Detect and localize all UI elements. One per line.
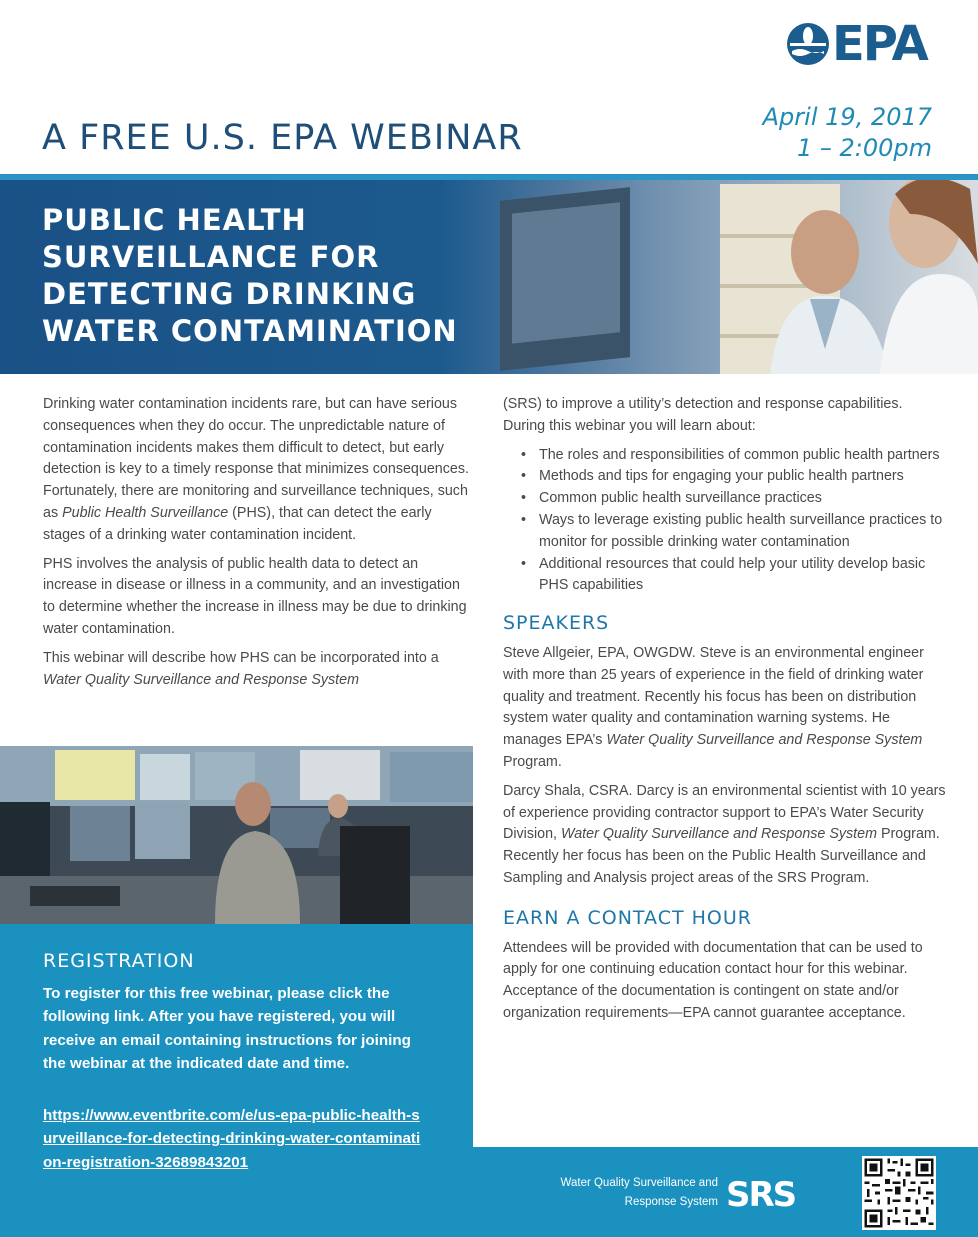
registration-heading: REGISTRATION (43, 950, 195, 972)
bullet: • (521, 446, 527, 463)
epa-logo-text: EPA (832, 16, 927, 72)
bullet: • (521, 490, 527, 507)
qr-code-icon[interactable] (862, 1156, 936, 1230)
intro-paragraph-3 (43, 648, 473, 692)
intro-column (43, 394, 473, 698)
hero-top-accent (0, 174, 978, 180)
speaker-1-text-end: Program. (503, 753, 562, 770)
speaker-1-bio (503, 643, 948, 774)
hero-title: PUBLIC HEALTH SURVEILLANCE FOR DETECTING DRINKING WATER CONTAMINATION (42, 203, 458, 348)
epa-logo (786, 16, 927, 72)
srs-logo (726, 1172, 796, 1212)
epa-flower-icon (786, 22, 830, 66)
contact-hour-text: Attendees will be provided with documentation that can be used to apply for one continuing education contact hour for this webinar. Acceptance of the documentation is contingent on state and/or organization requirements—EPA cannot guarantee acceptance. (503, 939, 923, 1021)
bullet: • (521, 511, 527, 528)
srs-label-line-1: Water Quality Surveillance and (560, 1177, 718, 1189)
topic-text: Ways to leverage existing public health surveillance practices to monitor for possible drinking water contamination (539, 511, 943, 550)
topic-text: Methods and tips for engaging your public health partners (539, 468, 904, 485)
bullet: • (521, 468, 527, 485)
intro-paragraph-1 (43, 394, 473, 547)
intro-p3-text: This webinar will describe how PHS can be incorporated into a (43, 649, 439, 666)
list-item (521, 488, 948, 510)
event-time: 1 – 2:00pm (796, 134, 932, 162)
intro-p1-text: Drinking water contamination incidents rare, but can have serious consequences when they do occur. The unpredictable nature of contamination incidents makes them difficult to detect, but early detection is key to a timely response that minimizes consequences. Fortunately, there are monitoring and surveillance techniques, such as (43, 396, 469, 521)
event-date: April 19, 2017 (762, 103, 932, 131)
speaker-2-bio (503, 781, 948, 890)
speaker-2-em: Water Quality Surveillance and Response System (561, 826, 878, 843)
topic-text: The roles and responsibilities of common public health partners (539, 446, 940, 463)
intro-p3-em: Water Quality Surveillance and Response System (43, 671, 360, 688)
intro-paragraph-2: PHS involves the analysis of public health data to detect an increase in disease or illness in a community, and an investigation to determine whether the increase in illness may be due to drinking water contamination. (43, 555, 467, 637)
list-item (521, 554, 948, 598)
lab-scientists-photo (470, 174, 978, 374)
control-room-photo (0, 746, 473, 924)
speaker-2-text-end: Program. Recently her focus has been on the Public Health Surveillance and Sampling and Analysis project areas of the SRS Program. (503, 826, 940, 886)
topic-text: Additional resources that could help your utility develop basic PHS capabilities (539, 555, 926, 594)
speaker-1-text: Steve Allgeier, EPA, OWGDW. Steve is an environmental engineer with more than 25 years of experience in the field of drinking water quality and treatment. Recently his focus has been on distribution system water quality and contamination warning systems. He manages EPA’s (503, 644, 924, 749)
registration-text: To register for this free webinar, please click the following link. After you have registered, you will receive an email containing instructions for joining the webinar at the indicated date and time. (43, 985, 411, 1073)
list-item (521, 510, 948, 554)
registration-panel (0, 924, 473, 1237)
intro-paragraph-3-continued: (SRS) to improve a utility’s detection and response capabilities. During this webinar you will learn about: (503, 396, 903, 434)
registration-link[interactable]: https://www.eventbrite.com/e/us-epa-public-health-surveillance-for-detecting-drinking-water-contamination-registration-32689843201 (43, 1107, 421, 1171)
event-date-time (763, 102, 932, 164)
speaker-1-em: Water Quality Surveillance and Response System (606, 732, 923, 749)
list-item (521, 445, 948, 467)
hero-banner (0, 174, 978, 374)
contact-hour-heading: EARN A CONTACT HOUR (503, 906, 752, 929)
speaker-2-text: Darcy Shala, CSRA. Darcy is an environmental scientist with 10 years of experience providing contractor support to EPA’s Water Security Division, (503, 782, 946, 843)
list-item (521, 466, 948, 488)
srs-label (536, 1174, 718, 1212)
bullet: • (521, 555, 527, 572)
intro-p1-em: Public Health Surveillance (62, 504, 229, 521)
topic-text: Common public health surveillance practices (539, 490, 822, 507)
details-column (503, 394, 948, 1032)
intro-p1-text-end: (PHS), that can detect the early stages of a drinking water contamination incident. (43, 504, 432, 543)
speakers-heading: SPEAKERS (503, 612, 610, 635)
topics-list (521, 445, 948, 598)
srs-logo-text: SRS (726, 1175, 796, 1212)
webinar-title: A FREE U.S. EPA WEBINAR (42, 118, 523, 158)
srs-label-line-2: Response System (624, 1196, 718, 1208)
